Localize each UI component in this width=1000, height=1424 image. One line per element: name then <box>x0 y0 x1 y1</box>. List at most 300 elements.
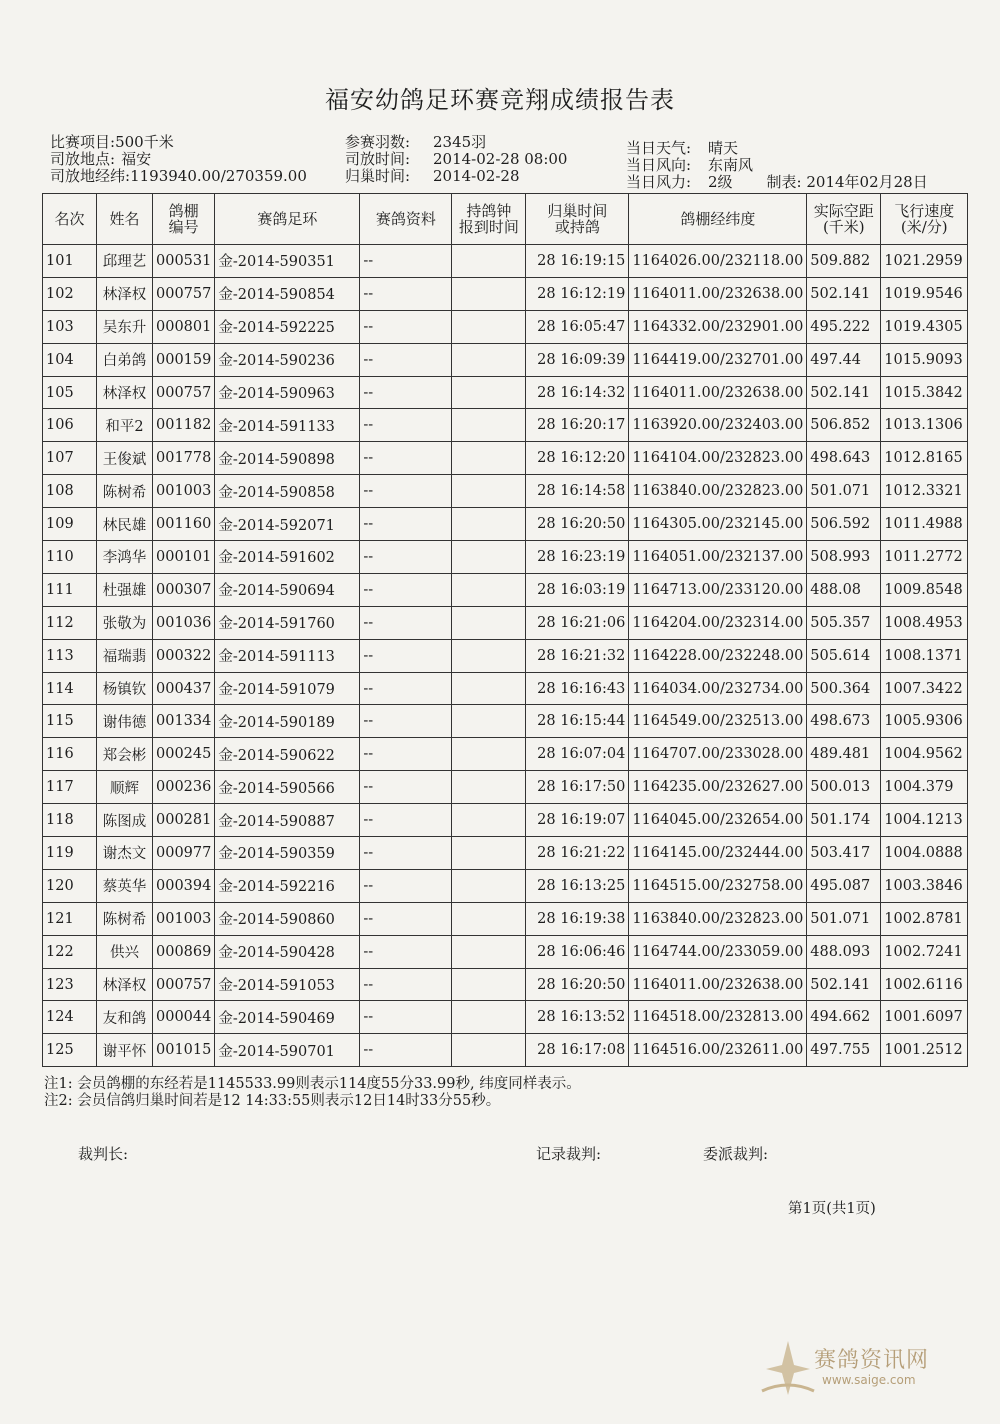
cell-loft-coords: 1164228.00/232248.00 <box>629 639 807 672</box>
cell-distance: 498.643 <box>807 442 881 475</box>
cell-speed: 1004.0888 <box>881 837 968 870</box>
table-row <box>43 639 968 672</box>
cell-distance: 503.417 <box>807 837 881 870</box>
cell-name: 谢平怀 <box>97 1034 153 1067</box>
cell-loft-coords: 1164332.00/232901.00 <box>629 310 807 343</box>
cell-loft-coords: 1164707.00/233028.00 <box>629 738 807 771</box>
cell-return-time: 28 16:15:44 <box>526 705 629 738</box>
cell-pigeon-info: -- <box>360 606 452 639</box>
cell-speed: 1019.9546 <box>881 277 968 310</box>
cell-loft-id: 000977 <box>153 837 215 870</box>
cell-ring-number: 金-2014-591053 <box>215 968 360 1001</box>
race-info-col1 <box>50 134 307 185</box>
cell-clock-time <box>452 475 526 508</box>
cell-loft-id: 000869 <box>153 935 215 968</box>
cell-distance: 509.882 <box>807 245 881 278</box>
cell-speed: 1001.2512 <box>881 1034 968 1067</box>
cell-distance: 502.141 <box>807 376 881 409</box>
cell-distance: 500.013 <box>807 771 881 804</box>
cell-speed: 1008.4953 <box>881 606 968 639</box>
cell-clock-time <box>452 541 526 574</box>
header-distance: 实际空距 (千米) <box>807 194 881 245</box>
cell-loft-coords: 1164011.00/232638.00 <box>629 277 807 310</box>
cell-speed: 1011.4988 <box>881 508 968 541</box>
cell-loft-id: 000307 <box>153 573 215 606</box>
cell-rank: 119 <box>43 837 97 870</box>
cell-speed: 1001.6097 <box>881 1001 968 1034</box>
table-row <box>43 804 968 837</box>
info-wind-direction: 当日风向: 东南风 <box>626 156 754 174</box>
cell-ring-number: 金-2014-591133 <box>215 409 360 442</box>
cell-distance: 506.852 <box>807 409 881 442</box>
delegate-judge-signature: 委派裁判: <box>703 1145 769 1163</box>
table-row <box>43 343 968 376</box>
info-return-time: 归巢时间: 2014-02-28 <box>345 167 520 185</box>
cell-loft-coords: 1164145.00/232444.00 <box>629 837 807 870</box>
cell-name: 林泽权 <box>97 376 153 409</box>
cell-name: 林泽权 <box>97 277 153 310</box>
cell-pigeon-info: -- <box>360 705 452 738</box>
race-info-col2 <box>345 134 567 185</box>
cell-loft-id: 001036 <box>153 606 215 639</box>
cell-clock-time <box>452 343 526 376</box>
cell-distance: 502.141 <box>807 968 881 1001</box>
cell-name: 谢伟德 <box>97 705 153 738</box>
cell-clock-time <box>452 508 526 541</box>
cell-pigeon-info: -- <box>360 442 452 475</box>
cell-pigeon-info: -- <box>360 409 452 442</box>
cell-loft-id: 001003 <box>153 475 215 508</box>
header-speed: 飞行速度 (米/分) <box>881 194 968 245</box>
chief-judge-signature: 裁判长: <box>78 1145 129 1163</box>
cell-ring-number: 金-2014-590566 <box>215 771 360 804</box>
cell-clock-time <box>452 738 526 771</box>
info-release-time: 司放时间: 2014-02-28 08:00 <box>345 150 568 168</box>
cell-ring-number: 金-2014-590351 <box>215 245 360 278</box>
cell-loft-id: 000801 <box>153 310 215 343</box>
cell-name: 林泽权 <box>97 968 153 1001</box>
cell-pigeon-info: -- <box>360 1001 452 1034</box>
cell-name: 王俊斌 <box>97 442 153 475</box>
cell-loft-coords: 1163920.00/232403.00 <box>629 409 807 442</box>
race-info-col3 <box>626 140 928 191</box>
cell-loft-id: 000245 <box>153 738 215 771</box>
cell-ring-number: 金-2014-590428 <box>215 935 360 968</box>
info-made-date: 制表: 2014年02月28日 <box>766 173 928 191</box>
cell-loft-id: 000757 <box>153 968 215 1001</box>
cell-return-time: 28 16:23:19 <box>526 541 629 574</box>
cell-ring-number: 金-2014-590854 <box>215 277 360 310</box>
info-race-item: 比赛项目:500千米 <box>50 133 174 151</box>
cell-return-time: 28 16:17:50 <box>526 771 629 804</box>
header-loft-id: 鸽棚 编号 <box>153 194 215 245</box>
cell-distance: 506.592 <box>807 508 881 541</box>
cell-speed: 1021.2959 <box>881 245 968 278</box>
cell-name: 顺辉 <box>97 771 153 804</box>
cell-pigeon-info: -- <box>360 738 452 771</box>
cell-speed: 1007.3422 <box>881 672 968 705</box>
header-clock-time: 持鸽钟 报到时间 <box>452 194 526 245</box>
cell-loft-coords: 1164026.00/232118.00 <box>629 245 807 278</box>
cell-loft-id: 001015 <box>153 1034 215 1067</box>
cell-clock-time <box>452 935 526 968</box>
cell-clock-time <box>452 968 526 1001</box>
cell-return-time: 28 16:05:47 <box>526 310 629 343</box>
cell-ring-number: 金-2014-590887 <box>215 804 360 837</box>
cell-ring-number: 金-2014-590469 <box>215 1001 360 1034</box>
cell-clock-time <box>452 639 526 672</box>
cell-loft-coords: 1164235.00/232627.00 <box>629 771 807 804</box>
cell-rank: 117 <box>43 771 97 804</box>
header-return-time: 归巢时间 或持鸽 <box>526 194 629 245</box>
cell-rank: 121 <box>43 902 97 935</box>
cell-rank: 125 <box>43 1034 97 1067</box>
cell-distance: 489.481 <box>807 738 881 771</box>
cell-pigeon-info: -- <box>360 672 452 705</box>
cell-rank: 101 <box>43 245 97 278</box>
cell-loft-id: 000044 <box>153 1001 215 1034</box>
table-row <box>43 1001 968 1034</box>
cell-distance: 488.08 <box>807 573 881 606</box>
cell-rank: 115 <box>43 705 97 738</box>
cell-pigeon-info: -- <box>360 837 452 870</box>
cell-return-time: 28 16:17:08 <box>526 1034 629 1067</box>
cell-clock-time <box>452 573 526 606</box>
cell-pigeon-info: -- <box>360 376 452 409</box>
cell-loft-coords: 1164305.00/232145.00 <box>629 508 807 541</box>
cell-speed: 1002.7241 <box>881 935 968 968</box>
header-name: 姓名 <box>97 194 153 245</box>
cell-clock-time <box>452 409 526 442</box>
table-row <box>43 738 968 771</box>
table-row <box>43 475 968 508</box>
cell-speed: 1004.9562 <box>881 738 968 771</box>
cell-pigeon-info: -- <box>360 277 452 310</box>
cell-loft-coords: 1163840.00/232823.00 <box>629 475 807 508</box>
table-row <box>43 935 968 968</box>
cell-clock-time <box>452 310 526 343</box>
cell-clock-time <box>452 705 526 738</box>
cell-name: 供兴 <box>97 935 153 968</box>
cell-speed: 1004.1213 <box>881 804 968 837</box>
note-1: 注1: 会员鸽棚的东经若是1145533.99则表示114度55分33.99秒, 纬度同样表示。 <box>44 1076 581 1092</box>
cell-pigeon-info: -- <box>360 508 452 541</box>
cell-return-time: 28 16:12:20 <box>526 442 629 475</box>
cell-ring-number: 金-2014-590963 <box>215 376 360 409</box>
cell-loft-id: 001182 <box>153 409 215 442</box>
cell-loft-id: 000281 <box>153 804 215 837</box>
cell-loft-id: 001778 <box>153 442 215 475</box>
cell-ring-number: 金-2014-591602 <box>215 541 360 574</box>
cell-speed: 1002.8781 <box>881 902 968 935</box>
cell-name: 谢杰文 <box>97 837 153 870</box>
cell-pigeon-info: -- <box>360 1034 452 1067</box>
cell-speed: 1011.2772 <box>881 541 968 574</box>
cell-name: 吴东升 <box>97 310 153 343</box>
cell-distance: 498.673 <box>807 705 881 738</box>
cell-rank: 106 <box>43 409 97 442</box>
cell-rank: 102 <box>43 277 97 310</box>
cell-loft-coords: 1164515.00/232758.00 <box>629 869 807 902</box>
cell-loft-coords: 1164549.00/232513.00 <box>629 705 807 738</box>
cell-return-time: 28 16:14:58 <box>526 475 629 508</box>
cell-ring-number: 金-2014-590858 <box>215 475 360 508</box>
cell-loft-coords: 1164744.00/233059.00 <box>629 935 807 968</box>
cell-distance: 501.071 <box>807 902 881 935</box>
cell-return-time: 28 16:13:25 <box>526 869 629 902</box>
cell-name: 陈树希 <box>97 902 153 935</box>
cell-rank: 123 <box>43 968 97 1001</box>
cell-loft-coords: 1164713.00/233120.00 <box>629 573 807 606</box>
cell-distance: 502.141 <box>807 277 881 310</box>
cell-pigeon-info: -- <box>360 310 452 343</box>
cell-pigeon-info: -- <box>360 869 452 902</box>
cell-ring-number: 金-2014-592071 <box>215 508 360 541</box>
cell-speed: 1009.8548 <box>881 573 968 606</box>
cell-loft-id: 001160 <box>153 508 215 541</box>
cell-name: 和平2 <box>97 409 153 442</box>
cell-return-time: 28 16:21:32 <box>526 639 629 672</box>
cell-ring-number: 金-2014-592225 <box>215 310 360 343</box>
cell-return-time: 28 16:20:50 <box>526 968 629 1001</box>
cell-distance: 497.755 <box>807 1034 881 1067</box>
cell-distance: 500.364 <box>807 672 881 705</box>
cell-pigeon-info: -- <box>360 475 452 508</box>
cell-loft-coords: 1164204.00/232314.00 <box>629 606 807 639</box>
cell-ring-number: 金-2014-592216 <box>215 869 360 902</box>
cell-rank: 112 <box>43 606 97 639</box>
cell-distance: 505.614 <box>807 639 881 672</box>
header-loft-coords: 鸽棚经纬度 <box>629 194 807 245</box>
table-row <box>43 573 968 606</box>
table-row <box>43 508 968 541</box>
cell-loft-id: 000394 <box>153 869 215 902</box>
cell-loft-coords: 1164419.00/232701.00 <box>629 343 807 376</box>
cell-ring-number: 金-2014-590236 <box>215 343 360 376</box>
recorder-judge-signature: 记录裁判: <box>536 1145 602 1163</box>
cell-clock-time <box>452 869 526 902</box>
cell-loft-id: 000322 <box>153 639 215 672</box>
table-row <box>43 968 968 1001</box>
cell-pigeon-info: -- <box>360 902 452 935</box>
cell-speed: 1015.9093 <box>881 343 968 376</box>
cell-ring-number: 金-2014-590189 <box>215 705 360 738</box>
cell-speed: 1002.6116 <box>881 968 968 1001</box>
cell-ring-number: 金-2014-590694 <box>215 573 360 606</box>
info-release-coords: 司放地经纬:1193940.00/270359.00 <box>50 167 307 185</box>
cell-rank: 103 <box>43 310 97 343</box>
cell-loft-coords: 1163840.00/232823.00 <box>629 902 807 935</box>
cell-rank: 118 <box>43 804 97 837</box>
cell-name: 林民雄 <box>97 508 153 541</box>
cell-name: 郑会彬 <box>97 738 153 771</box>
cell-speed: 1004.379 <box>881 771 968 804</box>
table-row <box>43 672 968 705</box>
cell-loft-coords: 1164011.00/232638.00 <box>629 376 807 409</box>
cell-name: 友和鸽 <box>97 1001 153 1034</box>
cell-clock-time <box>452 1001 526 1034</box>
cell-rank: 116 <box>43 738 97 771</box>
cell-ring-number: 金-2014-591760 <box>215 606 360 639</box>
header-ring-number: 赛鸽足环 <box>215 194 360 245</box>
info-weather: 当日天气: 晴天 <box>626 139 739 157</box>
table-row <box>43 869 968 902</box>
cell-rank: 114 <box>43 672 97 705</box>
cell-pigeon-info: -- <box>360 573 452 606</box>
cell-ring-number: 金-2014-591079 <box>215 672 360 705</box>
table-row <box>43 310 968 343</box>
cell-loft-coords: 1164104.00/232823.00 <box>629 442 807 475</box>
cell-pigeon-info: -- <box>360 541 452 574</box>
cell-pigeon-info: -- <box>360 771 452 804</box>
cell-return-time: 28 16:20:50 <box>526 508 629 541</box>
cell-speed: 1012.3321 <box>881 475 968 508</box>
cell-return-time: 28 16:13:52 <box>526 1001 629 1034</box>
table-row <box>43 442 968 475</box>
cell-pigeon-info: -- <box>360 935 452 968</box>
table-row <box>43 376 968 409</box>
cell-clock-time <box>452 1034 526 1067</box>
cell-return-time: 28 16:21:06 <box>526 606 629 639</box>
cell-return-time: 28 16:19:15 <box>526 245 629 278</box>
cell-distance: 508.993 <box>807 541 881 574</box>
header-rank: 名次 <box>43 194 97 245</box>
cell-name: 白弟鸽 <box>97 343 153 376</box>
cell-distance: 505.357 <box>807 606 881 639</box>
cell-clock-time <box>452 672 526 705</box>
table-row <box>43 409 968 442</box>
table-row <box>43 1034 968 1067</box>
cell-loft-coords: 1164516.00/232611.00 <box>629 1034 807 1067</box>
cell-loft-id: 000531 <box>153 245 215 278</box>
cell-ring-number: 金-2014-590898 <box>215 442 360 475</box>
cell-return-time: 28 16:20:17 <box>526 409 629 442</box>
cell-clock-time <box>452 376 526 409</box>
table-row <box>43 277 968 310</box>
cell-return-time: 28 16:21:22 <box>526 837 629 870</box>
cell-name: 陈图成 <box>97 804 153 837</box>
cell-speed: 1008.1371 <box>881 639 968 672</box>
header-pigeon-info: 赛鸽资料 <box>360 194 452 245</box>
cell-loft-coords: 1164034.00/232734.00 <box>629 672 807 705</box>
cell-loft-id: 000437 <box>153 672 215 705</box>
info-wind-force: 当日风力: 2级 制表: 2014年02月28日 <box>626 173 928 191</box>
cell-distance: 488.093 <box>807 935 881 968</box>
cell-clock-time <box>452 902 526 935</box>
cell-rank: 104 <box>43 343 97 376</box>
cell-clock-time <box>452 442 526 475</box>
cell-ring-number: 金-2014-590860 <box>215 902 360 935</box>
cell-speed: 1015.3842 <box>881 376 968 409</box>
cell-name: 蔡英华 <box>97 869 153 902</box>
table-row <box>43 245 968 278</box>
cell-rank: 120 <box>43 869 97 902</box>
cell-loft-id: 001003 <box>153 902 215 935</box>
cell-name: 李鸿华 <box>97 541 153 574</box>
results-table <box>42 193 968 1067</box>
info-release-place: 司放地点: 福安 <box>50 150 152 168</box>
cell-loft-id: 000757 <box>153 277 215 310</box>
cell-ring-number: 金-2014-590359 <box>215 837 360 870</box>
table-row <box>43 771 968 804</box>
cell-clock-time <box>452 771 526 804</box>
cell-distance: 494.662 <box>807 1001 881 1034</box>
cell-return-time: 28 16:12:19 <box>526 277 629 310</box>
cell-ring-number: 金-2014-590622 <box>215 738 360 771</box>
cell-rank: 122 <box>43 935 97 968</box>
cell-loft-id: 000101 <box>153 541 215 574</box>
table-row <box>43 541 968 574</box>
cell-pigeon-info: -- <box>360 245 452 278</box>
watermark <box>758 1335 968 1405</box>
table-row <box>43 606 968 639</box>
page-number: 第1页(共1页) <box>788 1201 876 1217</box>
cell-ring-number: 金-2014-591113 <box>215 639 360 672</box>
cell-rank: 113 <box>43 639 97 672</box>
cell-clock-time <box>452 804 526 837</box>
cell-clock-time <box>452 837 526 870</box>
cell-loft-coords: 1164518.00/232813.00 <box>629 1001 807 1034</box>
cell-name: 福瑞翡 <box>97 639 153 672</box>
cell-return-time: 28 16:03:19 <box>526 573 629 606</box>
cell-pigeon-info: -- <box>360 804 452 837</box>
cell-return-time: 28 16:06:46 <box>526 935 629 968</box>
cell-return-time: 28 16:14:32 <box>526 376 629 409</box>
cell-loft-id: 000757 <box>153 376 215 409</box>
cell-rank: 105 <box>43 376 97 409</box>
cell-rank: 107 <box>43 442 97 475</box>
cell-speed: 1005.9306 <box>881 705 968 738</box>
cell-name: 邱理艺 <box>97 245 153 278</box>
cell-return-time: 28 16:16:43 <box>526 672 629 705</box>
cell-loft-id: 000159 <box>153 343 215 376</box>
cell-name: 杜强雄 <box>97 573 153 606</box>
cell-loft-coords: 1164051.00/232137.00 <box>629 541 807 574</box>
cell-distance: 501.071 <box>807 475 881 508</box>
table-row <box>43 902 968 935</box>
cell-return-time: 28 16:19:38 <box>526 902 629 935</box>
cell-speed: 1013.1306 <box>881 409 968 442</box>
cell-loft-id: 000236 <box>153 771 215 804</box>
cell-clock-time <box>452 606 526 639</box>
note-2: 注2: 会员信鸽归巢时间若是12 14:33:55则表示12日14时33分55秒。 <box>44 1093 501 1109</box>
cell-pigeon-info: -- <box>360 343 452 376</box>
cell-rank: 124 <box>43 1001 97 1034</box>
cell-return-time: 28 16:07:04 <box>526 738 629 771</box>
pigeon-logo-icon <box>758 1335 818 1405</box>
cell-return-time: 28 16:09:39 <box>526 343 629 376</box>
cell-speed: 1012.8165 <box>881 442 968 475</box>
cell-clock-time <box>452 277 526 310</box>
cell-return-time: 28 16:19:07 <box>526 804 629 837</box>
watermark-name: 赛鸽资讯网 <box>814 1348 930 1373</box>
cell-loft-id: 001334 <box>153 705 215 738</box>
table-row <box>43 705 968 738</box>
cell-rank: 108 <box>43 475 97 508</box>
report-title: 福安幼鸽足环赛竞翔成绩报告表 <box>325 86 675 114</box>
cell-name: 杨镇钦 <box>97 672 153 705</box>
cell-distance: 497.44 <box>807 343 881 376</box>
cell-loft-coords: 1164045.00/232654.00 <box>629 804 807 837</box>
cell-loft-coords: 1164011.00/232638.00 <box>629 968 807 1001</box>
table-body <box>43 245 968 1067</box>
cell-name: 张敬为 <box>97 606 153 639</box>
cell-pigeon-info: -- <box>360 968 452 1001</box>
cell-pigeon-info: -- <box>360 639 452 672</box>
cell-distance: 495.087 <box>807 869 881 902</box>
cell-distance: 495.222 <box>807 310 881 343</box>
cell-name: 陈树希 <box>97 475 153 508</box>
